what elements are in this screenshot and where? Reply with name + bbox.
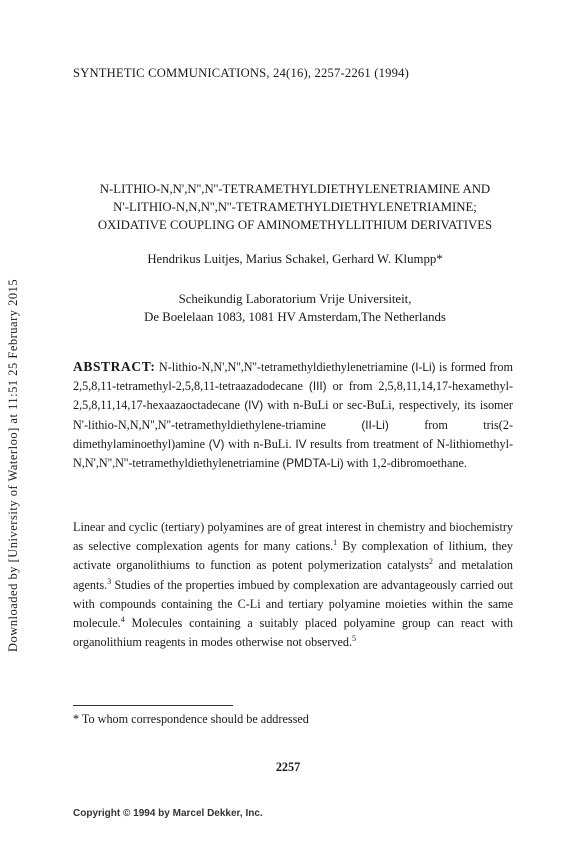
body-sentence: By complexation of lithium, they activate organolithiums to function as potent polymerization catalysts xyxy=(73,539,513,573)
compound-label: (III) xyxy=(308,379,327,394)
abstract-text: results from treatment of N-lithiomethyl-N,N',N'',N''-tetramethyldiethylenetriamine xyxy=(73,436,514,471)
footnote-divider xyxy=(73,705,233,706)
footnote: * To whom correspondence should be addressed xyxy=(73,712,309,726)
citation-ref: 4 xyxy=(120,614,125,624)
citation-ref: 3 xyxy=(107,576,112,586)
author-list: Hendrikus Luitjes, Marius Schakel, Gerhard W. Klumpp* xyxy=(147,252,443,266)
affiliation xyxy=(60,290,530,326)
compound-label: (IV) xyxy=(244,398,264,413)
abstract-text: with 1,2-dibromoethane. xyxy=(346,456,467,471)
title-line-3: OXIDATIVE COUPLING OF AMINOMETHYLLITHIUM DERIVATIVES xyxy=(97,218,493,233)
compound-label: (PMDTA-Li) xyxy=(282,456,344,471)
citation-ref: 5 xyxy=(352,634,357,644)
body-sentence: and metalation agents. xyxy=(73,558,513,592)
title-line-1: N-LITHIO-N,N',N'',N''-TETRAMETHYLDIETHYLENETRIAMINE AND xyxy=(99,182,491,196)
compound-label: (I-Li) xyxy=(411,360,436,374)
abstract-text: is formed from 2,5,8,11-tetramethyl-2,5,8,11-tetraazadodecane xyxy=(73,360,514,394)
body-sentence: Linear and cyclic (tertiary) polyamines are of great interest in chemistry and biochemistry as selective complexation agents for many cations. xyxy=(73,520,513,554)
compound-label: (II-Li) xyxy=(361,417,389,432)
introduction-paragraph xyxy=(73,518,513,652)
affiliation-line-2: De Boelelaan 1083, 1081 HV Amsterdam,The Netherlands xyxy=(144,310,446,324)
title-line-2: N'-LITHIO-N,N,N'',N''-TETRAMETHYLDIETHYLENETRIAMINE; xyxy=(113,200,477,215)
page-number: 2257 xyxy=(275,760,301,774)
abstract-text: with n-BuLi or sec-BuLi, respectively, its isomer N'-lithio-N,N,N'',N''-tetramethyldiethylene-triamine xyxy=(73,398,513,432)
citation-ref: 2 xyxy=(429,557,434,567)
download-watermark: Downloaded by [University of Waterloo] at 11:51 25 February 2015 xyxy=(6,278,20,652)
citation-ref: 1 xyxy=(333,538,338,548)
compound-label: IV xyxy=(295,436,307,451)
abstract-label: ABSTRACT: xyxy=(73,359,156,374)
abstract-text: N-lithio-N,N',N'',N''-tetramethyldiethylenetriamine xyxy=(158,360,408,374)
article-title xyxy=(60,180,530,235)
affiliation-line-1: Scheikundig Laboratorium Vrije Universiteit, xyxy=(178,292,412,306)
compound-label: (V) xyxy=(208,436,225,451)
abstract xyxy=(73,357,513,473)
body-sentence: Studies of the properties imbued by complexation are advantageously carried out with compounds containing the C-Li and tertiary polyamine moieties within the same molecule. xyxy=(73,577,513,631)
body-sentence: Molecules containing a suitably placed polyamine group can react with organolithium reagents in modes otherwise not observed. xyxy=(73,616,513,650)
abstract-text: with n-BuLi. xyxy=(228,436,292,451)
abstract-text: from tris(2-dimethylaminoethyl)amine xyxy=(73,417,514,451)
copyright-notice: Copyright © 1994 by Marcel Dekker, Inc. xyxy=(73,808,263,819)
journal-header: SYNTHETIC COMMUNICATIONS, 24(16), 2257-2261 (1994) xyxy=(73,66,410,80)
abstract-text: or from 2,5,8,11,14,17-hexamethyl-2,5,8,11,14,17-hexaazaoctadecane xyxy=(73,379,514,413)
